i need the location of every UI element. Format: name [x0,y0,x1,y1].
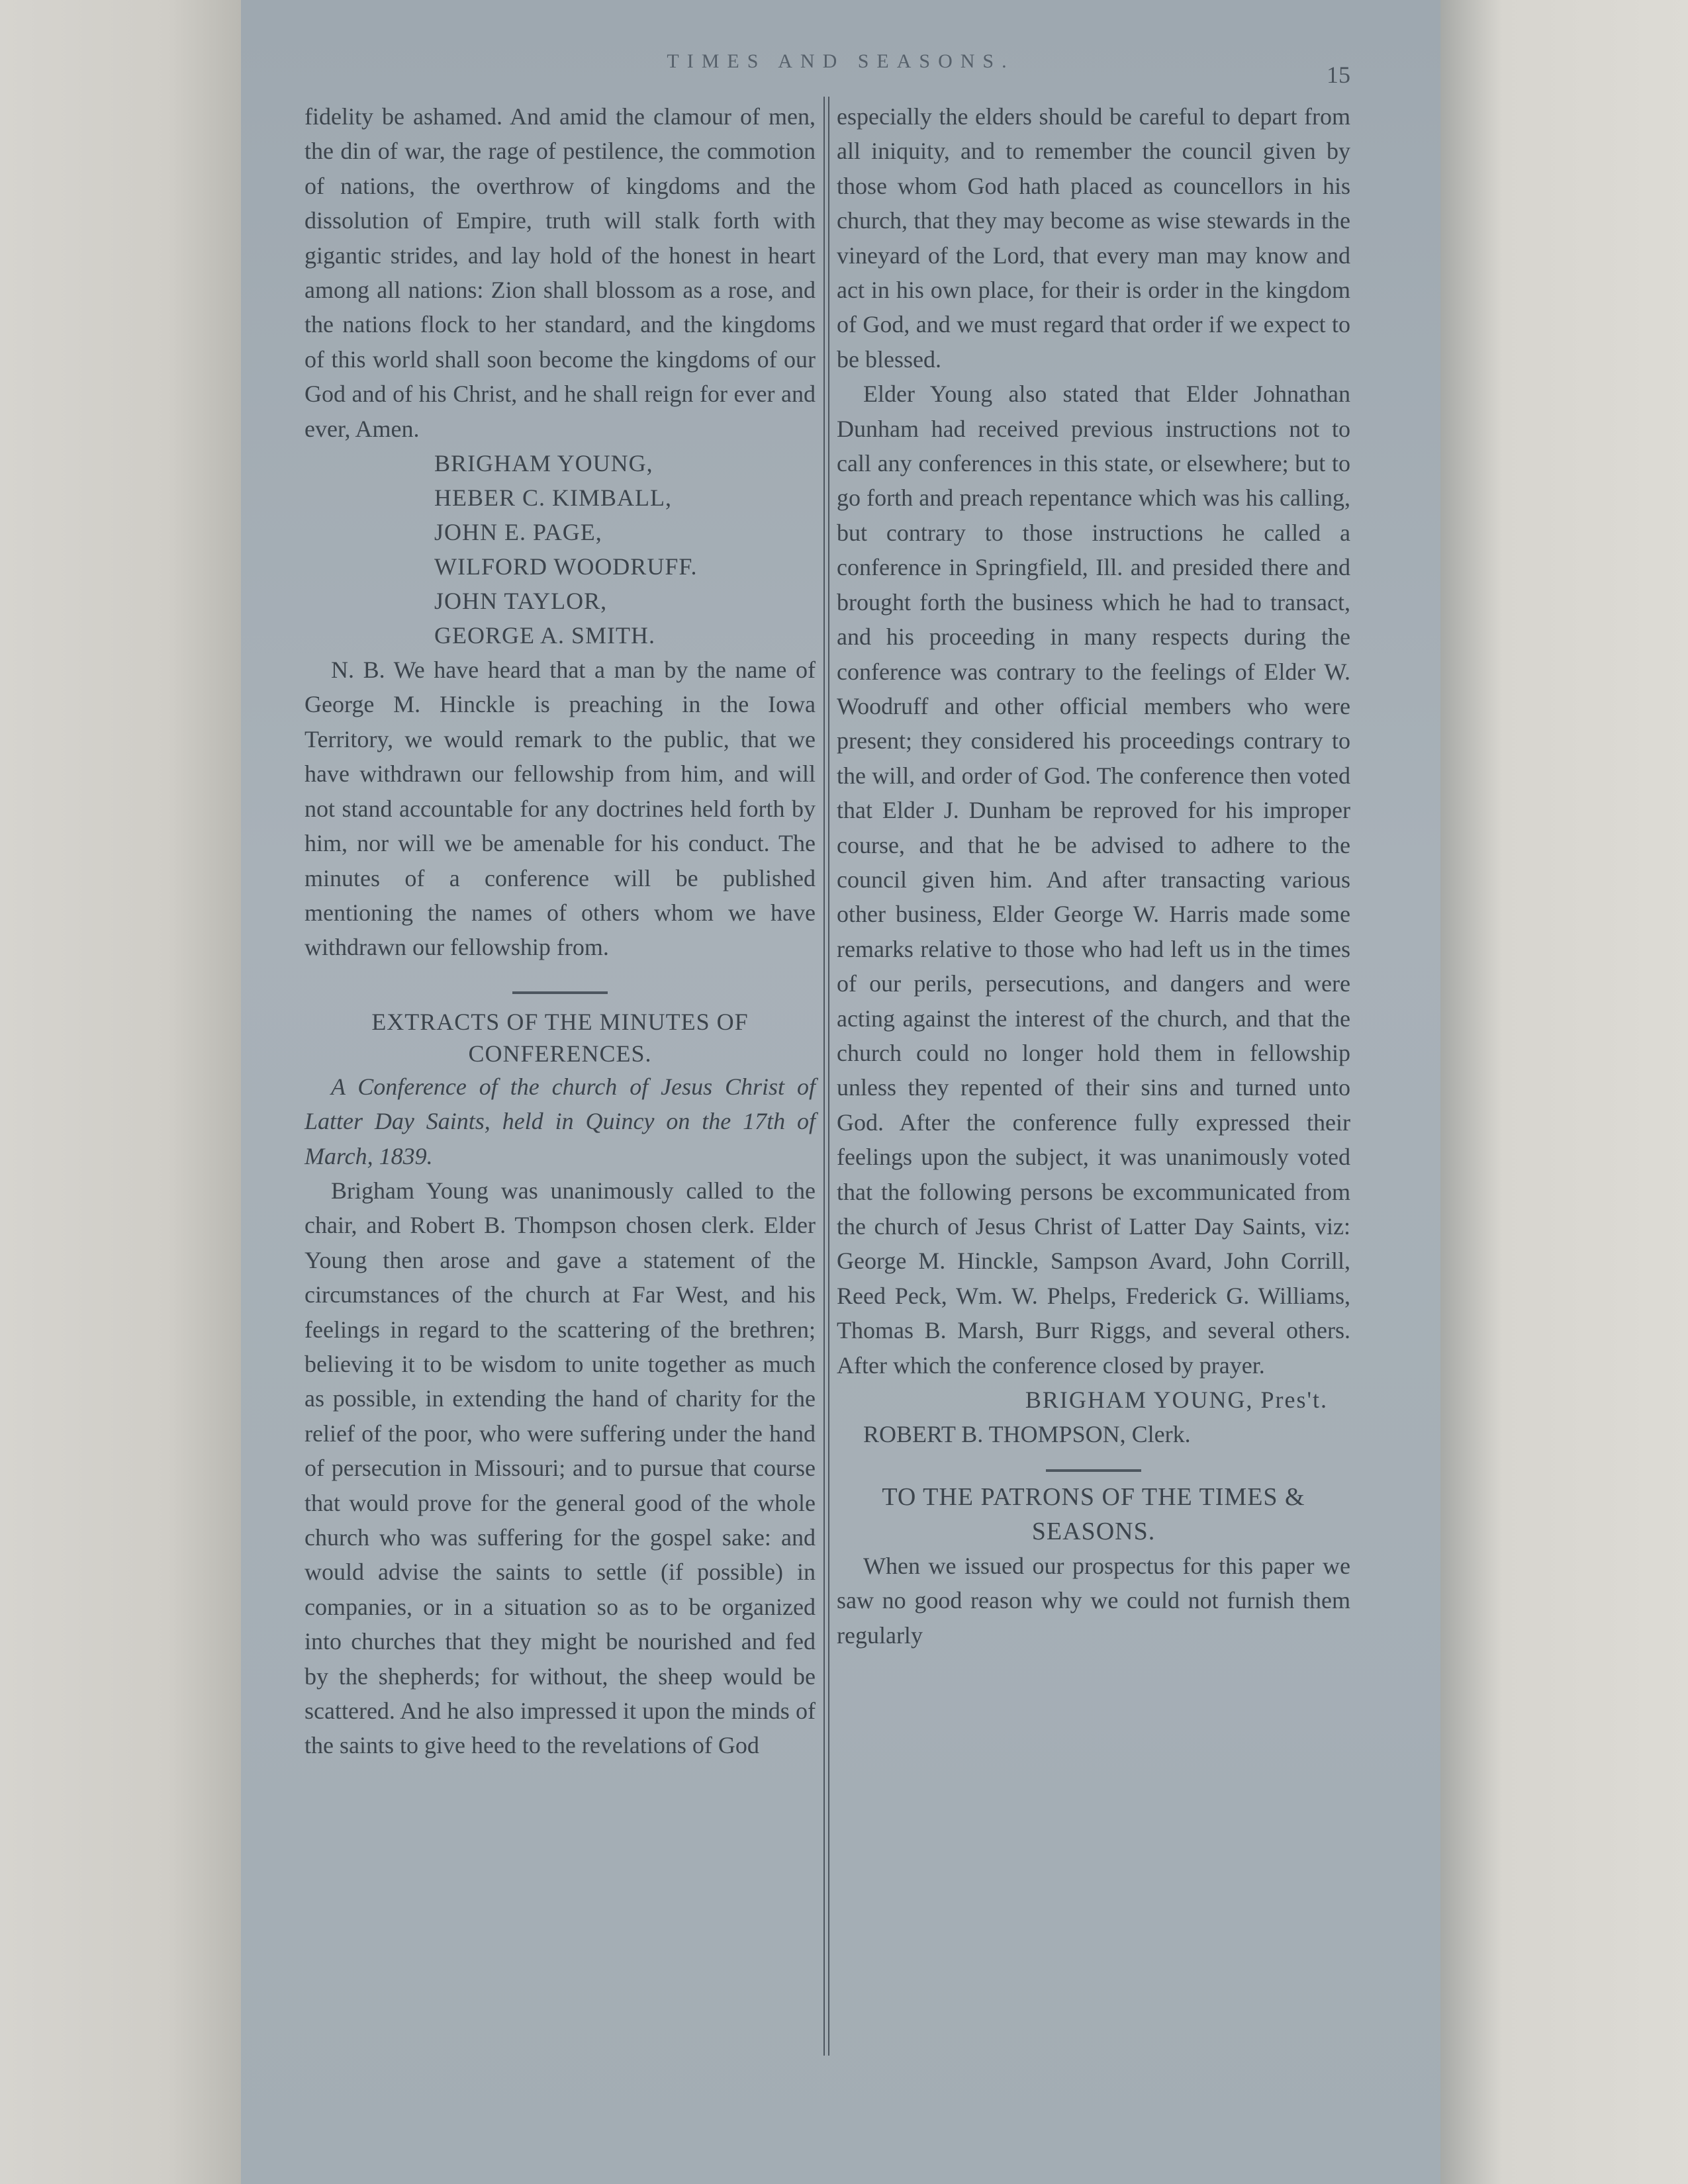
continued-paragraph: especially the elders should be careful to depart from all iniquity, and to remember the council given by those whom God hath placed as councellors in his church, that they may become as wise stewards in the vineyard of the Lord, that every man may know and act in his own place, for their is order in the kingdom of God, and we must regard that order if we expect to be blessed. [837,103,1350,373]
newspaper-page [241,0,1440,2184]
running-title: TIMES AND SEASONS. [667,50,1015,72]
signer-name: WILFORD WOODRUFF. [434,553,698,580]
signer-name: JOHN TAYLOR, [434,588,608,615]
president-signature: BRIGHAM YOUNG, Pres't. [1025,1387,1328,1414]
column-divider-inner [828,97,829,2056]
patrons-paragraph: When we issued our prospectus for this paper we saw no good reason why we could not furnish them regularly [837,1552,1350,1649]
section-rule [1046,1469,1141,1472]
minutes-paragraph: Brigham Young was unanimously called to the chair, and Robert B. Thompson chosen clerk. Elder Young then arose and gave a statement of the circumstances of the church at Far West, and his feelings in regard to the scattering of the brethren; believing it to be wisdom to unite together as much as possible, in extending the hand of charity for the relief of the poor, who were suffering under the hand of persecution in Missouri; and to pursue that course that would prove for the general good of the whole church who was suffering for the gospel sake: and would advise the saints to settle (if possible) in companies, or in a situation so as to be organized into churches that they might be nourished and fed by the shepherds; for without, the sheep would be scattered. And he also impressed it upon the minds of the saints to give heed to the revelations of God [305,1177,816,1759]
signer-name: GEORGE A. SMITH. [434,622,656,649]
dunham-paragraph: Elder Young also stated that Elder Johnathan Dunham had received previous instructions not to call any conferences in this state, or elsewhere; but to go forth and preach repentance which was his calling, but contrary to those instructions he called a conference in Springfield, Ill. and presided there and brought forth the business which he had to transact, and his proceeding in many respects during the conference was contrary to the feelings of Elder W. Woodruff and other official members who were present; they considered his proceedings contrary to the will, and order of God. The conference then voted that Elder J. Dunham be reproved for his improper course, and that he be advised to adhere to the council given him. And after transacting various other business, Elder George W. Harris made some remarks relative to those who had left us in the times of our perils, persecutions, and dangers and were acting against the interest of the church, and that the church could no longer hold them in fellowship unless they repented of their sins and turned unto God. After the conference fully expressed their feelings upon the subject, it was unanimously voted that the following persons be excommunicated from the church of Jesus Christ of Latter Day Saints, viz: George M. Hinckle, Sampson Avard, John Corrill, Reed Peck, Wm. W. Phelps, Frederick G. Williams, Thomas B. Marsh, Burr Riggs, and several others. After which the conference closed by prayer. [837,381,1350,1379]
nota-bene-paragraph: N. B. We have heard that a man by the name of George M. Hinckle is preaching in the Iowa Territory, we would remark to the public, that we have withdrawn our fellowship from him, and will not stand accountable for any doctrines held forth by him, nor will we be amenable for his conduct. The minutes of a conference will be published mentioning the names of others whom we have withdrawn our fellowship from. [305,657,816,961]
signer-list [434,446,816,653]
clerk-signature: ROBERT B. THOMPSON, Clerk. [863,1421,1191,1448]
extracts-heading: EXTRACTS OF THE MINUTES OF CONFERENCES. [371,1008,749,1067]
closing-paragraph: fidelity be ashamed. And amid the clamour of men, the din of war, the rage of pestilence, the commotion of nations, the overthrow of kingdoms and the dissolution of Empire, truth will stalk forth with gigantic strides, and lay hold of the honest in heart among all nations: Zion shall blossom as a rose, and the nations flock to her standard, and the kingdoms of this world shall soon become the kingdoms of our God and of his Christ, and he shall reign for ever and ever, Amen. [305,103,816,442]
signer-name: BRIGHAM YOUNG, [434,450,653,477]
column-divider [823,97,825,2056]
right-column [837,99,1350,1653]
scan-margin-right [1440,0,1688,2184]
section-rule [512,991,608,994]
page-number: 15 [1327,62,1350,88]
conference-title: A Conference of the church of Jesus Christ of Latter Day Saints, held in Quincy on the 17th of March, 1839. [305,1073,816,1169]
scan-margin-left [0,0,241,2184]
signer-name: JOHN E. PAGE, [434,519,602,546]
left-column [305,99,816,1763]
signer-name: HEBER C. KIMBALL, [434,484,672,512]
patrons-heading: TO THE PATRONS OF THE TIMES & SEASONS. [882,1482,1305,1545]
